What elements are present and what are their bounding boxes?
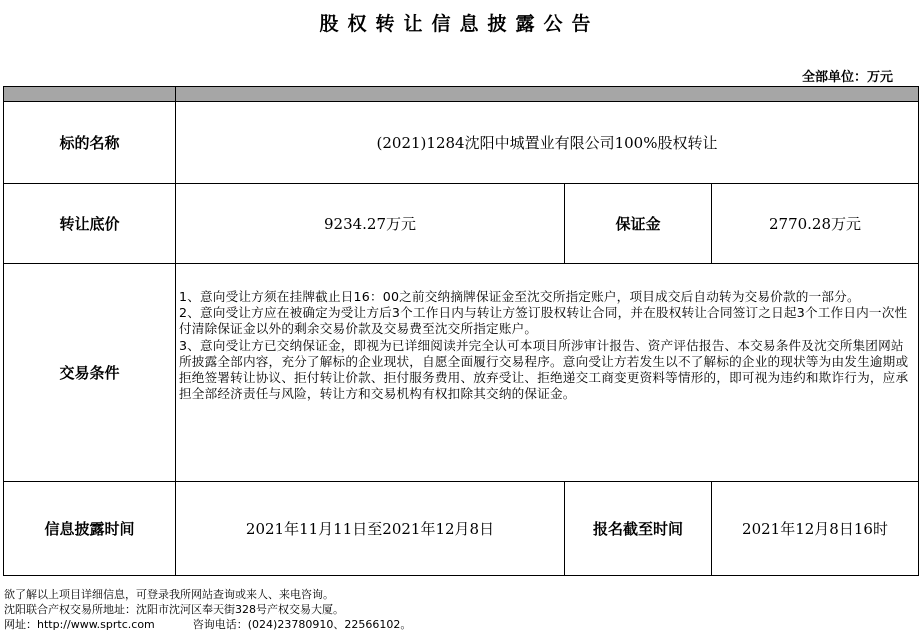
- page-title: 股权转让信息披露公告: [319, 13, 600, 35]
- conditions-label: 交易条件: [4, 264, 176, 482]
- row-disclosure: [4, 482, 919, 576]
- header-gray-row: [4, 87, 919, 102]
- gray-cell-left: [4, 87, 176, 102]
- condition-item-1: 1、意向受让方须在挂牌截止日16：00之前交纳摘牌保证金至沈交所指定账户，项目成交后自动转为交易价款的一部分。: [179, 289, 860, 304]
- target-name-label: 标的名称: [4, 102, 176, 184]
- price-value: 9234.27万元: [176, 184, 565, 264]
- footer-line-3: [4, 617, 411, 632]
- footer: [4, 587, 411, 632]
- row-conditions: [4, 264, 919, 482]
- deposit-value: 2770.28万元: [712, 184, 919, 264]
- disclosure-label: 信息披露时间: [4, 482, 176, 576]
- footer-line-2: 沈阳联合产权交易所地址：沈阳市沈河区奉天街328号产权交易大厦。: [4, 603, 344, 616]
- announcement-table: [3, 86, 919, 576]
- condition-item-3: 3、意向受让方已交纳保证金，即视为已详细阅读并完全认可本项目所涉审计报告、资产评估报告、本交易条件及沈交所集团网站所披露全部内容，充分了解标的企业现状，自愿全面履行交易程序。意向受让方若发生以不了解标的企业的现状等为由发生逾期或拒绝签署转让协议、拒付转让价款、拒付服务费用、放弃受让、拒绝递交工商变更资料等情形的，即可视为违约和欺诈行为，应承担全部经济责任与风险，转让方和交易机构有权扣除其交纳的保证金。: [179, 337, 909, 402]
- target-name-value: (2021)1284沈阳中城置业有限公司100%股权转让: [176, 102, 919, 184]
- disclosure-value: 2021年11月11日至2021年12月8日: [176, 482, 565, 576]
- footer-line-1: 欲了解以上项目详细信息，可登录我所网站查询或来人、来电咨询。: [4, 588, 334, 601]
- footer-phone: 咨询电话：(024)23780910、22566102。: [192, 618, 412, 631]
- row-price: [4, 184, 919, 264]
- price-label: 转让底价: [4, 184, 176, 264]
- row-target-name: [4, 102, 919, 184]
- deadline-label: 报名截至时间: [565, 482, 712, 576]
- deposit-label: 保证金: [565, 184, 712, 264]
- footer-website: 网址：http://www.sprtc.com: [4, 618, 155, 631]
- gray-cell-right: [176, 87, 919, 102]
- unit-note: 全部单位：万元: [801, 70, 893, 85]
- deadline-value: 2021年12月8日16时: [712, 482, 919, 576]
- condition-item-2: 2、意向受让方应在被确定为受让方后3个工作日内与转让方签订股权转让合同，并在股权转让合同签订之日起3个工作日内一次性付清除保证金以外的剩余交易价款及交易费至沈交所指定账户。: [179, 305, 908, 337]
- conditions-text: [176, 264, 919, 482]
